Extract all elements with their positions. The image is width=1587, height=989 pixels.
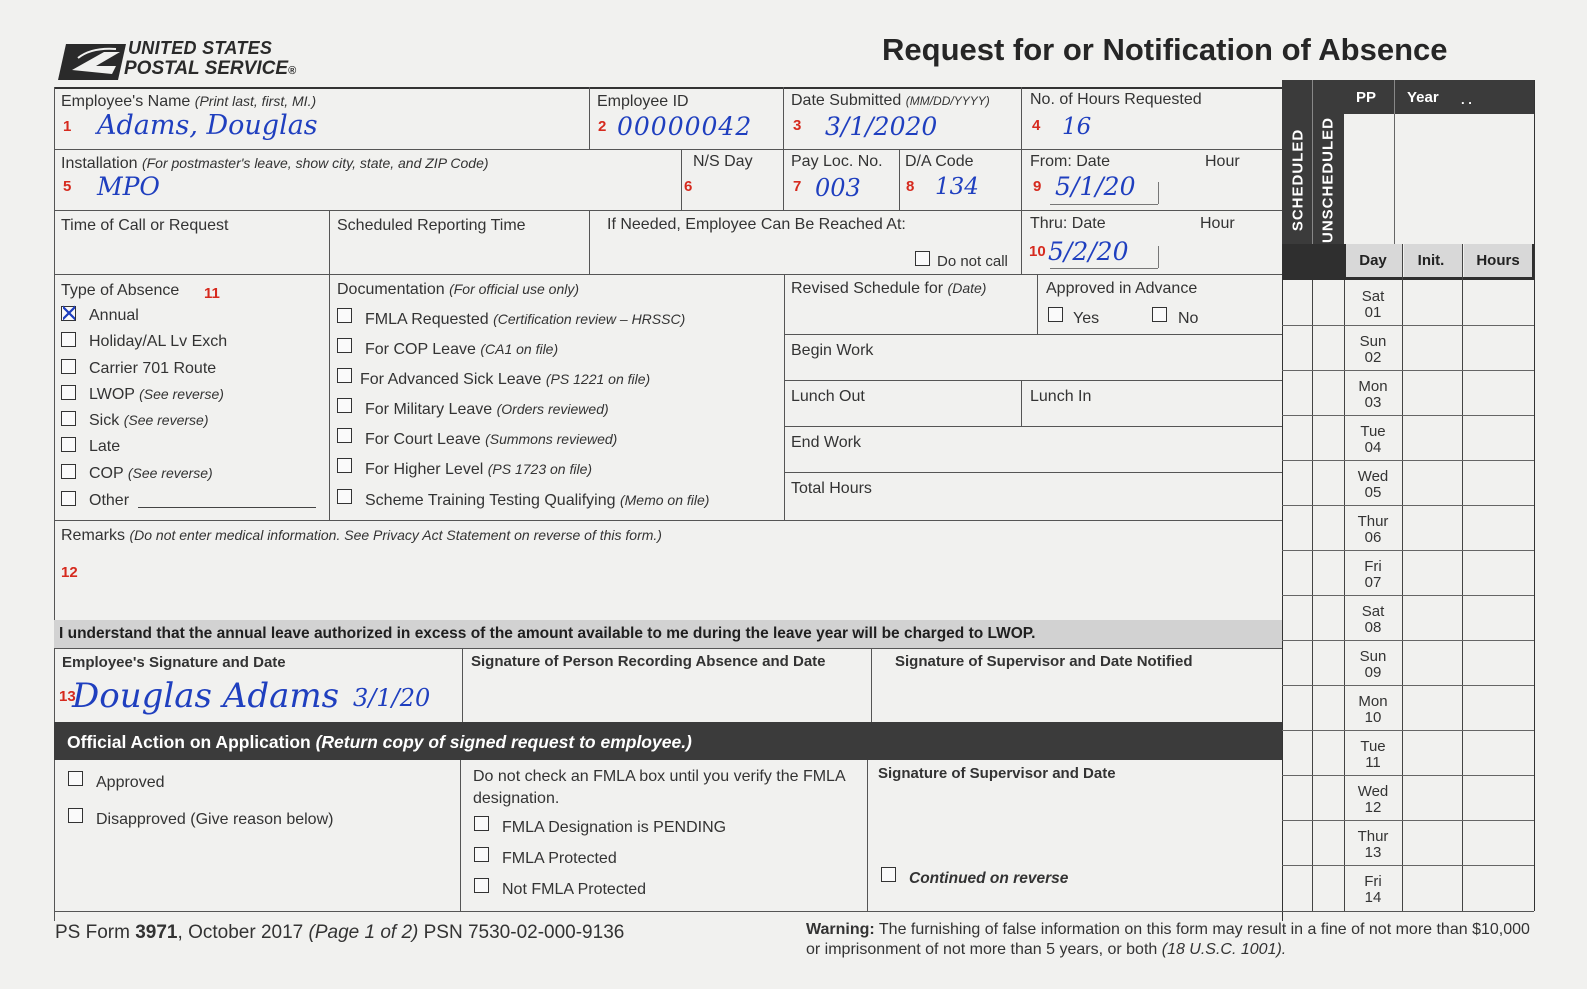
military-leave-checkbox[interactable] — [337, 398, 352, 413]
col-init: Init. — [1417, 252, 1445, 269]
scheduled-reporting-label: Scheduled Reporting Time — [337, 217, 526, 234]
calendar-day: Fri 14 — [1364, 873, 1382, 906]
absence-option-sick — [61, 409, 321, 431]
calendar-day: Mon 10 — [1358, 693, 1388, 726]
field-number: 6 — [684, 178, 693, 195]
continued-reverse-checkbox[interactable] — [881, 867, 896, 882]
absence-option-lwop — [61, 383, 321, 405]
form-identifier: PS Form 3971, October 2017 (Page 1 of 2) PSN 7530-02-000-9136 — [55, 922, 625, 943]
recorder-signature-label: Signature of Person Recording Absence and Date — [471, 653, 826, 670]
thru-date-label: Thru: Date — [1030, 215, 1106, 232]
field-number: 3 — [793, 117, 802, 134]
ns-day-label: N/S Day — [693, 153, 753, 170]
official-action-title: Official Action on Application (Return copy of signed request to employee.) — [67, 732, 692, 752]
col-hours: Hours — [1476, 252, 1520, 269]
field-number: 8 — [906, 178, 915, 195]
other-line[interactable] — [138, 507, 316, 508]
pp-label: PP — [1356, 89, 1377, 106]
option-label: For Court Leave (Summons reviewed) — [365, 431, 618, 448]
fmla-pending-label: FMLA Designation is PENDING — [502, 819, 727, 836]
from-hour-label: Hour — [1205, 153, 1240, 170]
option-label: For Military Leave (Orders reviewed) — [365, 401, 609, 418]
scheme-training-checkbox[interactable] — [337, 489, 352, 504]
lwop-checkbox[interactable] — [61, 385, 76, 400]
calendar-day: Tue 04 — [1360, 423, 1386, 456]
end-work-label: End Work — [791, 434, 861, 451]
employee-id-value[interactable]: 00000042 — [617, 112, 753, 141]
option-label: Scheme Training Testing Qualifying (Memo on file) — [365, 492, 710, 509]
calendar-day: Wed 05 — [1357, 468, 1389, 501]
unscheduled-label: UNSCHEDULED — [1319, 116, 1337, 244]
begin-work-label: Begin Work — [791, 342, 874, 359]
calendar-day: Tue 11 — [1360, 738, 1386, 771]
field-number: 12 — [61, 564, 78, 581]
calendar-day: Sat 08 — [1361, 603, 1385, 636]
higher-level-checkbox[interactable] — [337, 458, 352, 473]
option-label: Other — [89, 492, 130, 509]
field-number: 13 — [59, 688, 76, 705]
calendar-column-header — [1346, 244, 1532, 277]
reached-at-label: If Needed, Employee Can Be Reached At: — [607, 216, 906, 233]
do-not-call-checkbox[interactable] — [915, 251, 930, 266]
calendar-day: Thur 13 — [1357, 828, 1389, 861]
official-action-bar — [54, 722, 1282, 760]
field-number: 7 — [793, 178, 802, 195]
field-number: 5 — [63, 178, 72, 195]
lunch-out-label: Lunch Out — [791, 388, 865, 405]
col-day: Day — [1359, 252, 1387, 269]
org-line2: POSTAL SERVICE® — [124, 58, 297, 79]
not-fmla-protected-label: Not FMLA Protected — [502, 881, 647, 898]
carrier-checkbox[interactable] — [61, 359, 76, 374]
pp-year-value-area[interactable] — [1344, 114, 1534, 244]
absence-option-holiday — [61, 330, 321, 352]
lwop-notice-bar — [54, 620, 1282, 648]
revised-schedule-label: Revised Schedule for (Date) — [791, 280, 987, 297]
do-not-call-label: Do not call — [937, 253, 1008, 270]
option-label: COP (See reverse) — [89, 465, 213, 482]
cop-leave-checkbox[interactable] — [337, 338, 352, 353]
year-label: Year — [1407, 89, 1439, 106]
fmla-protected-checkbox[interactable] — [474, 847, 489, 862]
absence-option-late — [61, 435, 321, 457]
da-code-value[interactable]: 134 — [935, 174, 979, 200]
pay-loc-value[interactable]: 003 — [815, 174, 861, 202]
field-number: 4 — [1032, 117, 1041, 134]
supervisor-signature-label: Signature of Supervisor and Date — [878, 765, 1116, 782]
from-date-label: From: Date — [1030, 153, 1111, 170]
hours-requested-value[interactable]: 16 — [1062, 114, 1092, 140]
form-title: Request for or Notification of Absence — [882, 32, 1448, 67]
calendar-day: Sun 02 — [1359, 333, 1387, 366]
employee-signature-date[interactable]: 3/1/20 — [353, 684, 431, 712]
approved-yes-checkbox[interactable] — [1048, 307, 1063, 322]
employee-name-value[interactable]: Adams, Douglas — [97, 110, 318, 141]
field-number: 10 — [1029, 243, 1046, 260]
lunch-in-label: Lunch In — [1030, 388, 1092, 405]
fmla-note: Do not check an FMLA box until you verify the FMLA designation. — [473, 768, 845, 807]
total-hours-label: Total Hours — [791, 480, 872, 497]
employee-name-label: Employee's Name (Print last, first, MI.) — [61, 93, 317, 110]
from-date-value[interactable]: 5/1/20 — [1055, 172, 1136, 201]
documentation-label: Documentation (For official use only) — [337, 281, 580, 298]
org-line1: UNITED STATES — [128, 38, 273, 58]
approved-no-checkbox[interactable] — [1152, 307, 1167, 322]
sick-checkbox[interactable] — [61, 411, 76, 426]
cop-checkbox[interactable] — [61, 464, 76, 479]
late-checkbox[interactable] — [61, 437, 76, 452]
fmla-protected-label: FMLA Protected — [502, 850, 617, 867]
option-label: LWOP (See reverse) — [89, 386, 224, 403]
da-code-label: D/A Code — [905, 153, 974, 170]
approved-advance-label: Approved in Advance — [1046, 280, 1198, 297]
fmla-pending-checkbox[interactable] — [474, 816, 489, 831]
installation-value[interactable]: MPO — [97, 172, 160, 201]
advanced-sick-checkbox[interactable] — [337, 368, 352, 383]
calendar-day: Wed 12 — [1357, 783, 1389, 816]
employee-signature[interactable]: Douglas Adams — [72, 676, 340, 716]
option-label: Late — [89, 438, 121, 455]
thru-hour-label: Hour — [1200, 215, 1235, 232]
year-marks: . . — [1461, 92, 1472, 107]
option-label: Annual — [89, 307, 139, 324]
field-number: 11 — [204, 285, 220, 302]
option-label: Holiday/AL Lv Exch — [89, 333, 228, 350]
scheduled-label: SCHEDULED — [1289, 128, 1307, 232]
usps-logo — [58, 38, 308, 84]
other-checkbox[interactable] — [61, 491, 76, 506]
option-label: For Higher Level (PS 1723 on file) — [365, 461, 593, 478]
disapproved-label: Disapproved (Give reason below) — [96, 811, 334, 828]
option-label: For COP Leave (CA1 on file) — [365, 341, 559, 358]
option-label: For Advanced Sick Leave (PS 1221 on file) — [360, 371, 651, 388]
hours-requested-label: No. of Hours Requested — [1030, 91, 1202, 108]
absence-option-carrier — [61, 357, 321, 379]
option-label: FMLA Requested (Certification review – HRSSC) — [365, 311, 686, 328]
fmla-requested-checkbox[interactable] — [337, 308, 352, 323]
option-label: Sick (See reverse) — [89, 412, 209, 429]
approved-label: Approved — [96, 774, 165, 791]
approved-yes-label: Yes — [1073, 310, 1100, 327]
court-leave-checkbox[interactable] — [337, 428, 352, 443]
time-of-call-label: Time of Call or Request — [61, 217, 229, 234]
employee-signature-label: Employee's Signature and Date — [62, 654, 286, 671]
disapproved-checkbox[interactable] — [68, 808, 83, 823]
field-number: 1 — [63, 118, 72, 135]
employee-id-label: Employee ID — [597, 93, 689, 110]
date-submitted-value[interactable]: 3/1/2020 — [825, 112, 938, 141]
supervisor-notified-label: Signature of Supervisor and Date Notified — [895, 653, 1193, 670]
absence-option-other — [61, 489, 321, 511]
calendar-day: Sat 01 — [1361, 288, 1385, 321]
calendar-day: Sun 09 — [1359, 648, 1387, 681]
approved-no-label: No — [1178, 310, 1199, 327]
eagle-icon — [58, 40, 128, 82]
approved-checkbox[interactable] — [68, 771, 83, 786]
holiday-checkbox[interactable] — [61, 332, 76, 347]
pp-year-bar — [1344, 80, 1534, 114]
field-number: 2 — [598, 118, 607, 135]
calendar-day: Mon 03 — [1358, 378, 1388, 411]
installation-label: Installation (For postmaster's leave, show city, state, and ZIP Code) — [61, 155, 489, 172]
calendar-day: Fri 07 — [1364, 558, 1382, 591]
option-label: Carrier 701 Route — [89, 360, 217, 377]
pay-loc-label: Pay Loc. No. — [791, 153, 883, 170]
not-fmla-protected-checkbox[interactable] — [474, 878, 489, 893]
remarks-label: Remarks (Do not enter medical information. See Privacy Act Statement on reverse of this form.) — [61, 527, 662, 544]
continued-reverse-label: Continued on reverse — [909, 870, 1069, 887]
lwop-notice-text: I understand that the annual leave authorized in excess of the amount available to me during the leave year will be charged to LWOP. — [59, 625, 1036, 642]
thru-date-value[interactable]: 5/2/20 — [1048, 237, 1129, 266]
annual-checkbox[interactable] — [61, 306, 76, 321]
calendar-day: Thur 06 — [1357, 513, 1389, 546]
absence-option-annual — [61, 304, 321, 326]
field-number: 9 — [1033, 178, 1042, 195]
date-submitted-label: Date Submitted (MM/DD/YYYY) — [791, 92, 990, 109]
absence-option-cop — [61, 462, 321, 484]
absence-type-label: Type of Absence — [61, 282, 180, 299]
warning-text: Warning: The furnishing of false information on this form may result in a fine of not more than $10,000 or imprisonment of not more than 5 years, or both (18 U.S.C. 1001). — [806, 921, 1530, 958]
